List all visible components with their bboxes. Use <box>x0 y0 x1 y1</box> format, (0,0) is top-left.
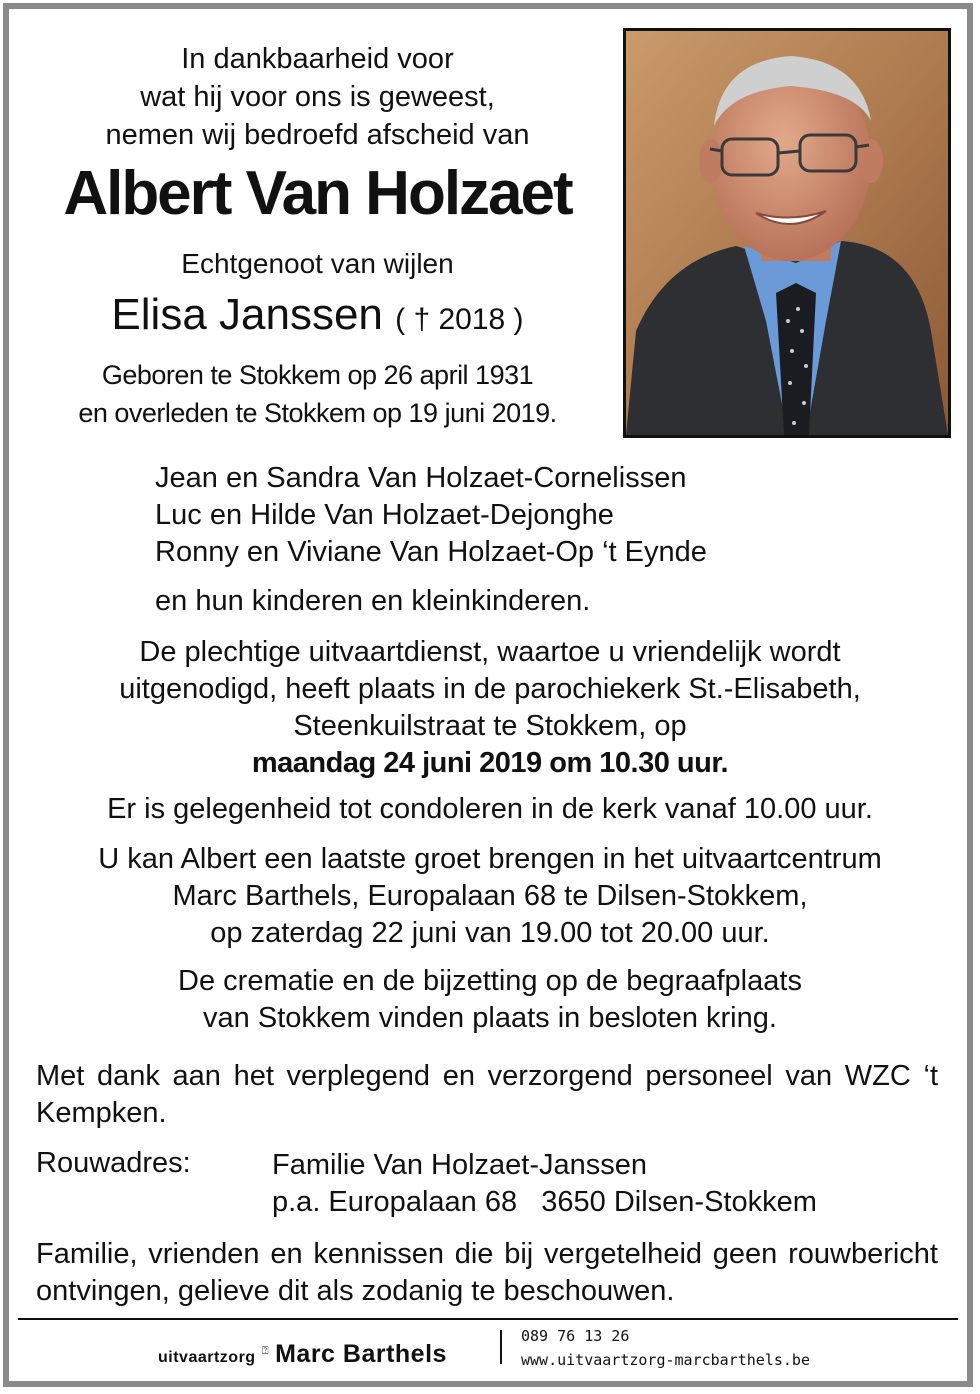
spouse-name: Elisa Janssen <box>111 290 383 339</box>
visitation-line: U kan Albert een laatste groet brengen in het uitvaartcentrum <box>98 843 882 875</box>
footer-contact <box>521 1324 810 1372</box>
rouwadres-address <box>272 1147 817 1221</box>
birth-line: Geboren te Stokkem op 26 april 1931 <box>101 360 534 390</box>
intro-line: In dankbaarheid voor <box>181 43 454 75</box>
children-list <box>155 460 707 571</box>
closing-paragraph: Familie, vrienden en kennissen die bij vergetelheid geen rouwbericht ontvingen, gelieve dit als zodanig te beschouwen. <box>36 1238 938 1307</box>
logo-icon: ⍰ <box>262 1345 269 1357</box>
service-line: Steenkuilstraat te Stokkem, op <box>293 710 687 742</box>
deceased-name: Albert Van Holzaet <box>63 159 572 228</box>
intro-text <box>20 40 615 154</box>
footer-separator <box>500 1330 502 1364</box>
cremation-line: van Stokkem vinden plaats in besloten kring. <box>203 1002 777 1034</box>
cremation-line: De crematie en de bijzetting op de begraafplaats <box>178 965 802 997</box>
brand-name: Marc Barthels <box>275 1340 447 1368</box>
website-link[interactable]: www.uitvaartzorg-marcbarthels.be <box>521 1351 810 1369</box>
service-line: uitgenodigd, heeft plaats in de parochiekerk St.-Elisabeth, <box>119 673 861 705</box>
rouwadres-label: Rouwadres: <box>36 1147 191 1179</box>
cremation-block <box>0 963 980 1037</box>
grandchildren-line: en hun kinderen en kleinkinderen. <box>155 585 591 617</box>
rouwadres-line: Familie Van Holzaet-Janssen <box>272 1149 648 1181</box>
service-line: De plechtige uitvaartdienst, waartoe u vriendelijk wordt <box>139 636 841 668</box>
spouse-intro: Echtgenoot van wijlen <box>181 248 454 279</box>
list-item: Ronny en Viviane Van Holzaet-Op ‘t Eynde <box>155 536 707 568</box>
thanks-paragraph: Met dank aan het verplegend en verzorgend personeel van WZC ‘t Kempken. <box>36 1060 938 1129</box>
spouse-line <box>20 290 615 340</box>
visitation-line: op zaterdag 22 juni van 19.00 tot 20.00 uur. <box>210 917 770 949</box>
life-dates <box>20 356 615 432</box>
spouse-death-note: ( † 2018 ) <box>395 303 524 336</box>
intro-line: nemen wij bedroefd afscheid van <box>105 119 530 151</box>
footer-divider <box>18 1318 958 1320</box>
service-announcement <box>0 634 980 782</box>
funeral-home-logo <box>158 1340 447 1369</box>
list-item: Jean en Sandra Van Holzaet-Cornelissen <box>155 462 687 494</box>
visitation-block <box>0 841 980 952</box>
list-item: Luc en Hilde Van Holzaet-Dejonghe <box>155 499 614 531</box>
rouwadres-line: p.a. Europalaan 68 3650 Dilsen-Stokkem <box>272 1186 817 1218</box>
death-line: en overleden te Stokkem op 19 juni 2019. <box>78 398 557 428</box>
visitation-line: Marc Barthels, Europalaan 68 te Dilsen-Stokkem, <box>172 880 808 912</box>
portrait-photo <box>623 28 951 438</box>
intro-line: wat hij voor ons is geweest, <box>140 81 495 113</box>
condolence-line: Er is gelegenheid tot condoleren in de kerk vanaf 10.00 uur. <box>107 793 873 825</box>
service-date-time: maandag 24 juni 2019 om 10.30 uur. <box>251 747 729 779</box>
brand-small-text: uitvaartzorg <box>158 1349 256 1366</box>
phone-number: 089 76 13 26 <box>521 1327 630 1345</box>
